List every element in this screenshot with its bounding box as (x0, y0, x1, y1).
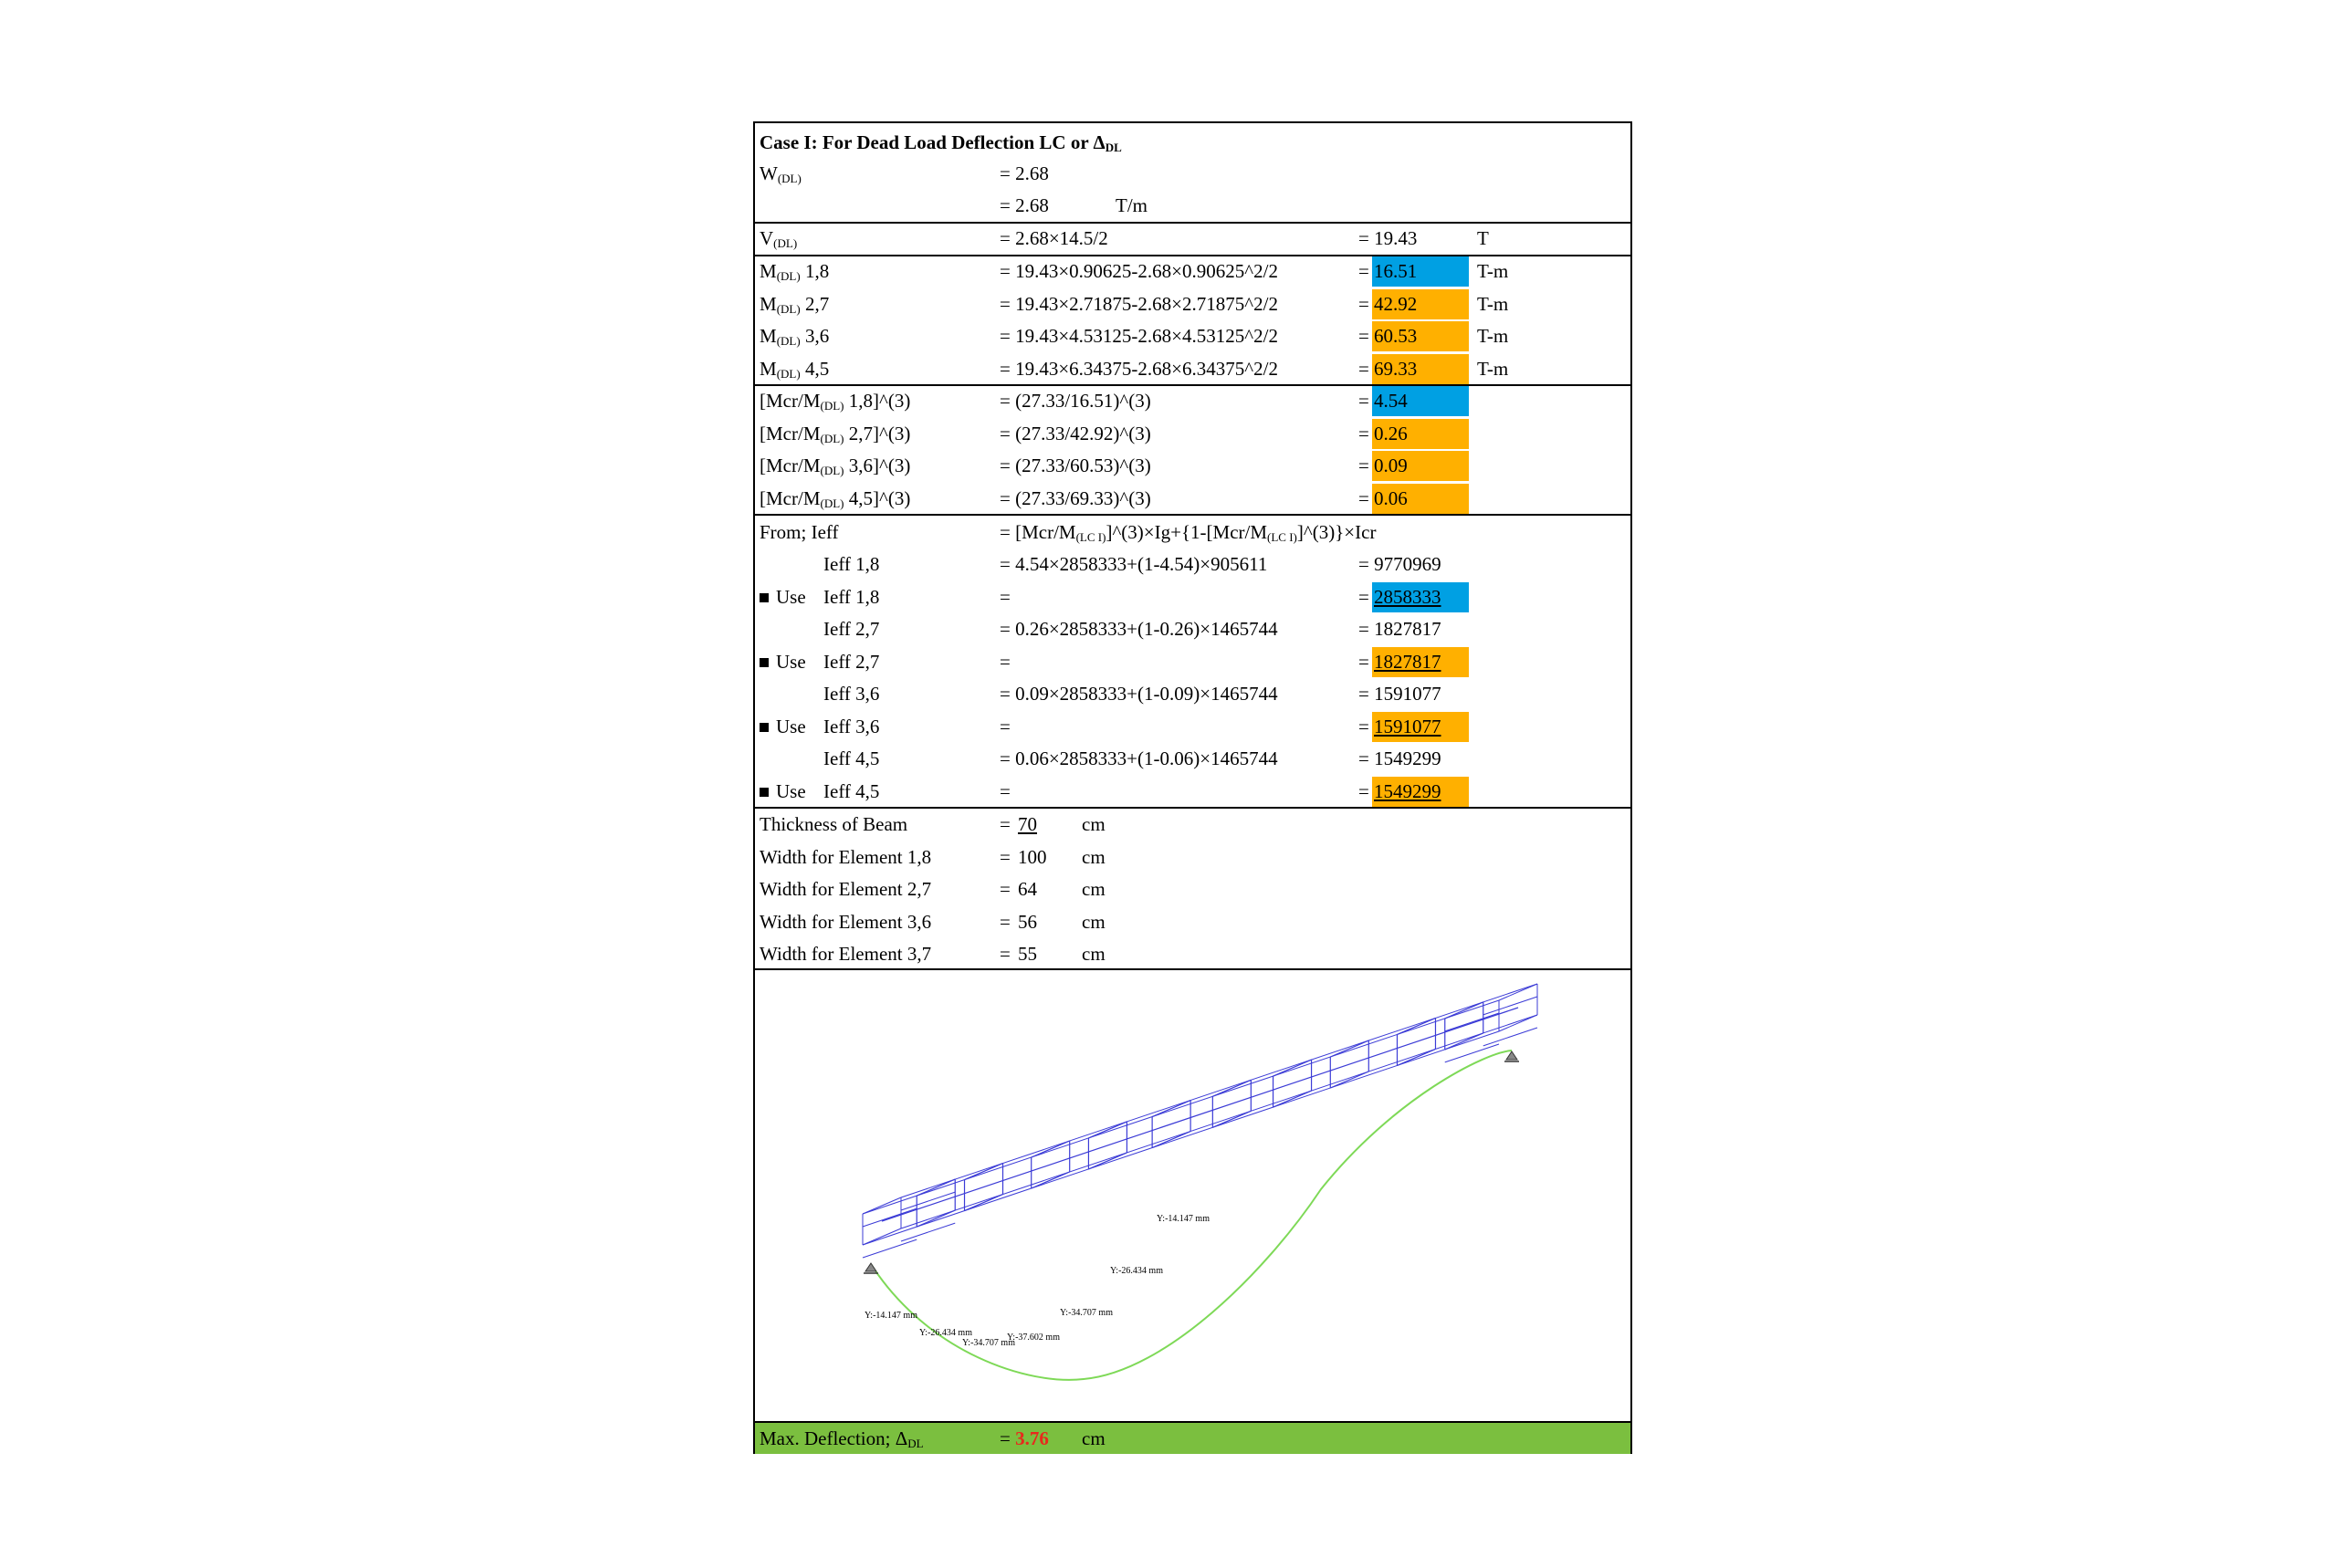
beam-section (1152, 1101, 1190, 1117)
ratio-row (755, 450, 1630, 482)
ieff-general-formula: = $[Mcr/M_{(LC I)}]\^{}(3)\times Ig+\{1-[Mcr/M_{(LC I)}]\^{}(3)\}\times Icr$ (1000, 521, 1377, 544)
moment-eq: = (1358, 357, 1369, 380)
ieff-use-value: 2858333 (1374, 585, 1441, 608)
ieff-use-value: 1827817 (1374, 650, 1441, 673)
v-result: = 19.43 (1358, 227, 1418, 249)
moment-formula: = 19.43×0.90625-2.68×0.90625^2/2 (1000, 260, 1278, 282)
dimension-label: Width for Element 2,7 (760, 878, 932, 900)
ratio-row (755, 418, 1630, 450)
left-support-icon (864, 1263, 878, 1273)
dimension-value: 55 (1018, 943, 1037, 965)
ieff-result: = 1591077 (1358, 683, 1441, 705)
ieff-use-eq: = (1000, 650, 1011, 673)
beam-section (1445, 1033, 1483, 1050)
ieff-use-eq2: = (1358, 779, 1369, 802)
ratio-formula: = (27.33/69.33)^(3) (1000, 486, 1151, 509)
beam-section (863, 1197, 901, 1214)
moment-label: $M_{(DL)}$ 2,7 (760, 292, 830, 316)
deflection-label: Y:-34.707 mm (1060, 1308, 1113, 1318)
ieff-use-ieff-label: Ieff 3,6 (823, 715, 880, 737)
dimension-label: Width for Element 3,7 (760, 943, 932, 965)
deflection-label: Y:-37.602 mm (1007, 1333, 1060, 1343)
ratio-formula: = (27.33/60.53)^(3) (1000, 455, 1151, 476)
moment-value: 42.92 (1374, 292, 1418, 315)
dimension-unit: cm (1082, 943, 1106, 965)
ratio-row (755, 385, 1630, 417)
ratio-value: 0.09 (1374, 455, 1408, 476)
ieff-from-label: From; Ieff (760, 521, 839, 543)
dimension-eq: = (1000, 845, 1011, 868)
max-deflection-row (755, 1421, 1630, 1454)
dimension-unit: cm (1082, 910, 1106, 933)
ieff-use-label: Use (760, 776, 806, 808)
beam-section (1212, 1080, 1251, 1096)
dimension-row (755, 873, 1630, 905)
ieff-use-eq: = (1000, 779, 1011, 802)
moment-eq: = (1358, 325, 1369, 347)
beam-centerline (882, 1008, 1518, 1221)
moment-unit: T-m (1477, 325, 1509, 347)
moment-unit: T-m (1477, 260, 1509, 282)
moment-label: $M_{(DL)}$ 1,8 (760, 260, 830, 283)
moment-eq: = (1358, 260, 1369, 282)
ieff-use-eq2: = (1358, 585, 1369, 608)
ratio-eq: = (1358, 390, 1369, 412)
ieff-use-label: Use (760, 646, 806, 678)
beam-section (965, 1195, 1003, 1211)
moment-value: 69.33 (1374, 357, 1418, 380)
ratio-row (755, 483, 1630, 515)
beam-section (1088, 1153, 1127, 1169)
ratio-label: [$Mcr/M_{(DL)}$ 4,5]^(3) (760, 486, 911, 510)
dimension-row (755, 906, 1630, 938)
bullet-icon (760, 593, 769, 602)
dimension-row (755, 841, 1630, 873)
calculation-sheet (753, 121, 1632, 1454)
ratio-value: 4.54 (1374, 390, 1408, 412)
moment-row (755, 320, 1630, 352)
ieff-use-eq2: = (1358, 715, 1369, 737)
ieff-use-eq: = (1000, 715, 1011, 737)
max-deflection-value: = 3.76 (1000, 1427, 1049, 1449)
deflection-labels (865, 1214, 1210, 1348)
ieff-result: = 1549299 (1358, 747, 1441, 769)
dimension-eq: = (1000, 878, 1011, 900)
dimension-unit: cm (1082, 878, 1106, 900)
ieff-use-label: Use (760, 711, 806, 743)
dimension-row (755, 938, 1630, 970)
ieff-use-eq: = (1000, 585, 1011, 608)
beam-section (1032, 1141, 1070, 1157)
w-value-2: = 2.68 (1000, 194, 1049, 216)
dimension-label: Thickness of Beam (760, 813, 908, 835)
ratio-value: 0.26 (1374, 422, 1408, 444)
ieff-row (755, 743, 1630, 775)
beam-section (1499, 1015, 1537, 1031)
w-label: $W_{(DL)}$ (760, 162, 802, 185)
beam-section (917, 1210, 955, 1227)
dimension-value: 100 (1018, 845, 1047, 868)
moment-label: $M_{(DL)}$ 3,6 (760, 325, 830, 348)
ieff-use-eq2: = (1358, 650, 1369, 673)
moment-unit: T-m (1477, 357, 1509, 380)
ieff-label: Ieff 4,5 (823, 747, 880, 769)
v-formula: = 2.68×14.5/2 (1000, 227, 1108, 249)
ieff-use-row (755, 711, 1630, 743)
moment-formula: = 19.43×4.53125-2.68×4.53125^2/2 (1000, 325, 1278, 347)
dimension-unit: cm (1082, 813, 1106, 835)
right-support-icon (1504, 1051, 1519, 1061)
beam-section (1273, 1060, 1312, 1076)
beam-section (1330, 1071, 1368, 1088)
beam-section (1499, 984, 1537, 1000)
ieff-use-ieff-label: Ieff 2,7 (823, 650, 880, 673)
dimension-label: Width for Element 3,6 (760, 910, 932, 933)
bullet-icon (760, 788, 769, 797)
ratio-label: [$Mcr/M_{(DL)}$ 1,8]^(3) (760, 390, 911, 413)
moment-value: 16.51 (1374, 260, 1418, 282)
beam-section (1273, 1091, 1312, 1107)
beam-section (965, 1164, 1003, 1180)
beam-section (917, 1179, 955, 1196)
moment-formula: = 19.43×6.34375-2.68×6.34375^2/2 (1000, 357, 1278, 380)
ieff-row (755, 678, 1630, 710)
bullet-icon (760, 723, 769, 732)
ieff-row (755, 549, 1630, 580)
ieff-use-value: 1549299 (1374, 779, 1441, 802)
dimension-row (755, 809, 1630, 841)
beam-section (1212, 1111, 1251, 1127)
ratio-value: 0.06 (1374, 486, 1408, 509)
ieff-use-value: 1591077 (1374, 715, 1441, 737)
ieff-use-ieff-label: Ieff 4,5 (823, 779, 880, 802)
ieff-formula: = 0.06×2858333+(1-0.06)×1465744 (1000, 747, 1278, 769)
dimension-value: 64 (1018, 878, 1037, 900)
ieff-label: Ieff 2,7 (823, 618, 880, 640)
max-deflection-unit: cm (1082, 1427, 1106, 1449)
beam-section (1152, 1132, 1190, 1148)
w-row (755, 158, 1630, 190)
beam-section (1032, 1172, 1070, 1188)
ieff-label: Ieff 1,8 (823, 553, 880, 575)
ratio-eq: = (1358, 486, 1369, 509)
bullet-icon (760, 658, 769, 667)
ieff-result: = 1827817 (1358, 618, 1441, 640)
ratio-formula: = (27.33/42.92)^(3) (1000, 422, 1151, 444)
moment-row (755, 353, 1630, 385)
ieff-label: Ieff 3,6 (823, 683, 880, 705)
dimension-eq: = (1000, 943, 1011, 965)
ieff-use-row (755, 646, 1630, 678)
moment-row (755, 256, 1630, 287)
v-label: $V_{(DL)}$ (760, 227, 798, 250)
beam-section (863, 1228, 901, 1245)
beam-section (1088, 1122, 1127, 1138)
moment-row (755, 288, 1630, 320)
moment-label: $M_{(DL)}$ 4,5 (760, 357, 830, 381)
w-row-2 (755, 190, 1630, 222)
ieff-result: = 9770969 (1358, 553, 1441, 575)
ratio-label: [$Mcr/M_{(DL)}$ 2,7]^(3) (760, 422, 911, 445)
deflection-label: Y:-34.707 mm (962, 1338, 1015, 1348)
moment-value: 60.53 (1374, 325, 1418, 347)
beam-section (1397, 1049, 1435, 1065)
beam-deflection-diagram (755, 970, 1630, 1419)
ratio-eq: = (1358, 455, 1369, 476)
title-row (755, 127, 1630, 159)
deflection-label: Y:-14.147 mm (1157, 1214, 1210, 1224)
ieff-use-row (755, 581, 1630, 613)
moment-eq: = (1358, 292, 1369, 315)
moment-formula: = 19.43×2.71875-2.68×2.71875^2/2 (1000, 292, 1278, 315)
ratio-formula: = (27.33/16.51)^(3) (1000, 390, 1151, 412)
moment-unit: T-m (1477, 292, 1509, 315)
ieff-general-row (755, 517, 1630, 549)
ieff-row (755, 613, 1630, 645)
ieff-formula: = 0.26×2858333+(1-0.26)×1465744 (1000, 618, 1278, 640)
w-value: = 2.68 (1000, 162, 1049, 184)
ieff-formula: = 0.09×2858333+(1-0.09)×1465744 (1000, 683, 1278, 705)
deflection-label: Y:-14.147 mm (865, 1311, 917, 1321)
ieff-use-row (755, 776, 1630, 808)
max-deflection-label: Max. Deflection; $\Delta_{DL}$ (760, 1427, 924, 1450)
ieff-use-ieff-label: Ieff 1,8 (823, 585, 880, 608)
w-unit: T/m (1116, 194, 1148, 216)
deflection-label: Y:-26.434 mm (919, 1328, 972, 1338)
deflection-label: Y:-26.434 mm (1110, 1266, 1163, 1276)
section-title: Case I: For Dead Load Deflection LC or $\Delta_{DL}$ (760, 131, 1122, 154)
dimension-value: 70 (1018, 813, 1037, 835)
beam-section (1445, 1002, 1483, 1019)
dimension-eq: = (1000, 813, 1011, 835)
ieff-formula: = 4.54×2858333+(1-4.54)×905611 (1000, 553, 1268, 575)
dimension-value: 56 (1018, 910, 1037, 933)
ratio-label: [$Mcr/M_{(DL)}$ 3,6]^(3) (760, 455, 911, 477)
v-unit: T (1477, 227, 1489, 249)
beam-section (1330, 1040, 1368, 1057)
dimension-label: Width for Element 1,8 (760, 845, 932, 868)
v-row (755, 223, 1630, 255)
ratio-eq: = (1358, 422, 1369, 444)
dimension-eq: = (1000, 910, 1011, 933)
dimension-unit: cm (1082, 845, 1106, 868)
ieff-use-label: Use (760, 581, 806, 613)
beam-section (1397, 1018, 1435, 1034)
